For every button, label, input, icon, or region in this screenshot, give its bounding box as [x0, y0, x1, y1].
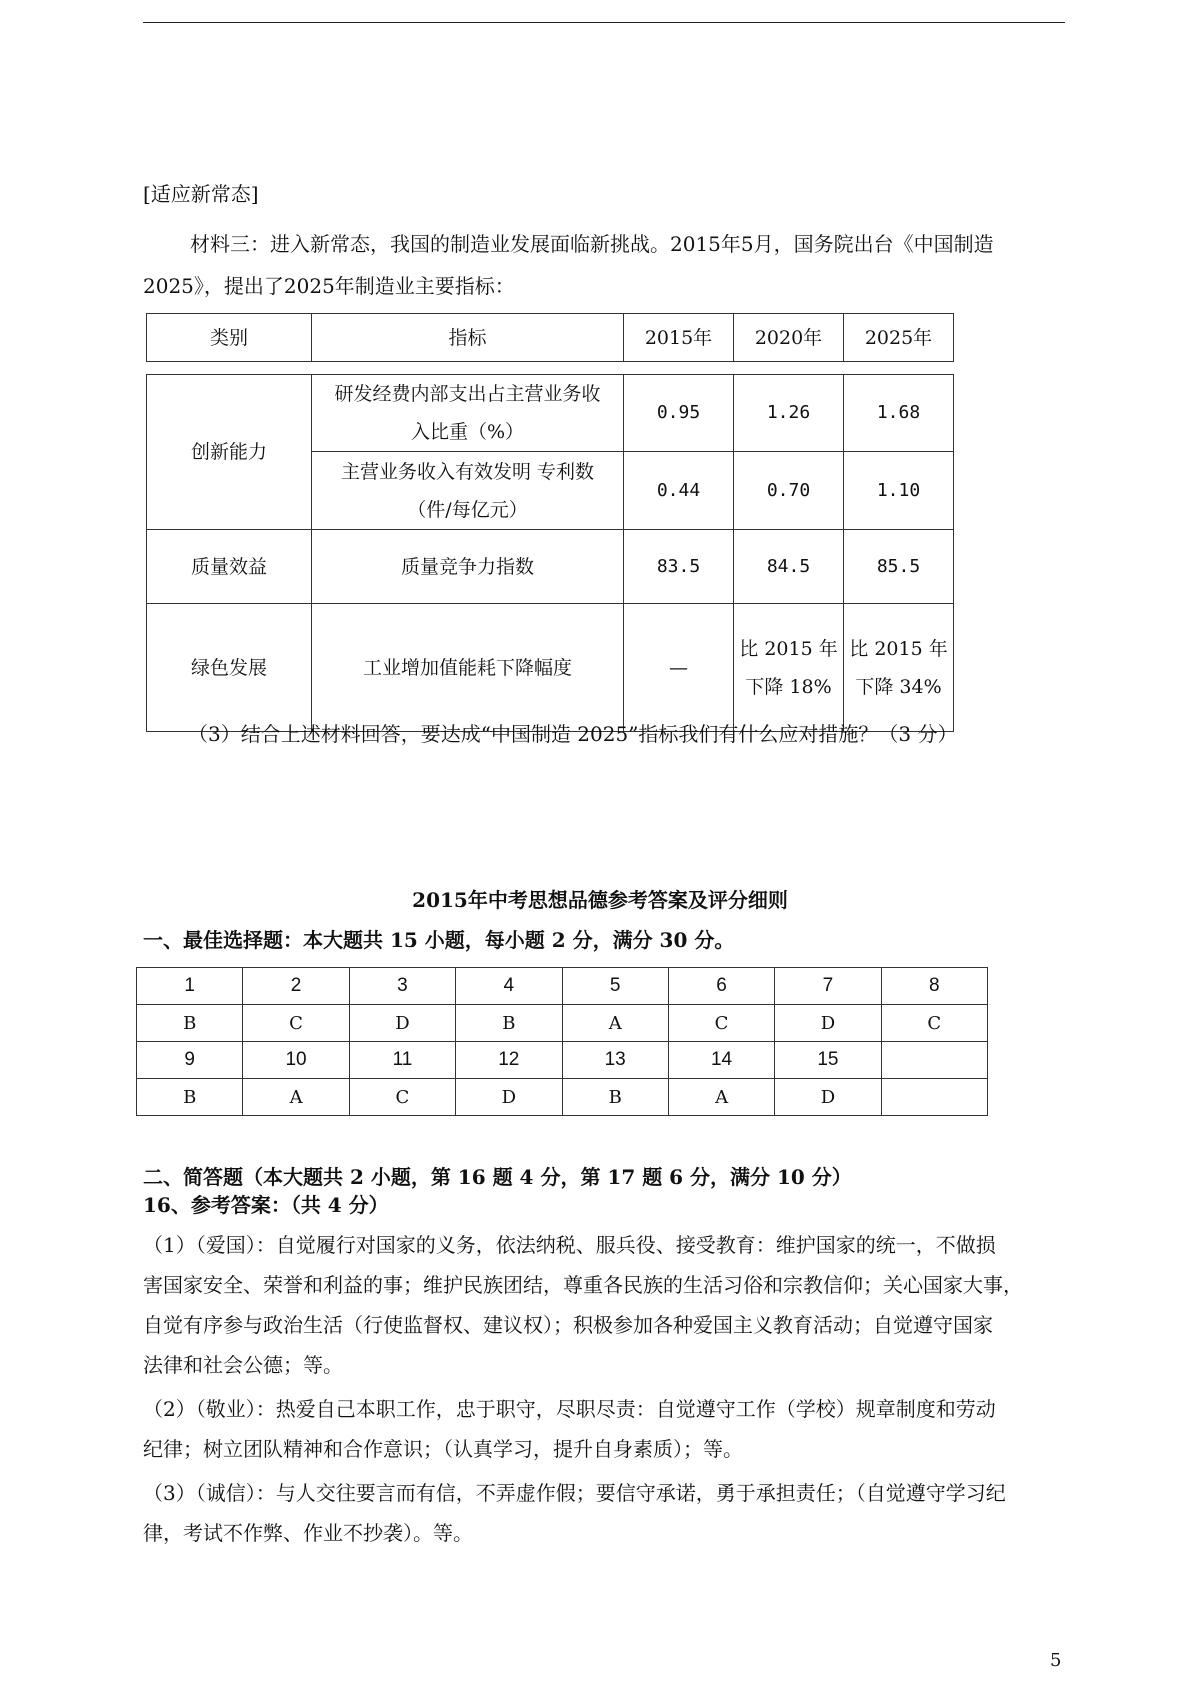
answer-letter-row — [137, 1079, 988, 1116]
header-cell: 类别 — [147, 314, 312, 362]
value-line: 比 2015 年 — [849, 637, 948, 660]
answers-table — [136, 967, 988, 1116]
section-1-title: 一、最佳选择题：本大题共 15 小题，每小题 2 分，满分 30 分。 — [143, 928, 735, 952]
category-cell: 创新能力 — [147, 375, 312, 530]
header-cell: 指标 — [312, 314, 624, 362]
indicator-line: 入比重（%） — [410, 421, 525, 443]
table-row — [147, 604, 954, 732]
question-number: 3 — [349, 968, 455, 1005]
indicator-line: 主营业务收入有效发明 专利数 — [340, 460, 595, 483]
question-number: 11 — [349, 1042, 455, 1079]
q16-para3-line1: （3）（诚信）：与人交往要言而有信，不弄虚作假；要信守承诺，勇于承担责任；（自觉遵守学习纪 — [143, 1481, 1006, 1505]
question-number: 15 — [775, 1042, 881, 1079]
answer-letter: A — [562, 1005, 668, 1042]
header-rule — [143, 22, 1065, 23]
indicators-table — [146, 313, 954, 732]
answer-letter: A — [668, 1079, 774, 1116]
question-number: 8 — [881, 968, 987, 1005]
value-cell: 0.70 — [734, 452, 844, 530]
indicator-cell — [312, 375, 624, 452]
answer-letter: D — [456, 1079, 562, 1116]
answer-number-row — [137, 1042, 988, 1079]
material-line-2: 2025》，提出了2025年制造业主要指标： — [143, 274, 515, 298]
table-gap — [147, 362, 954, 375]
answer-letter: B — [137, 1079, 243, 1116]
answer-letter: B — [137, 1005, 243, 1042]
value-cell — [844, 604, 954, 732]
answer-letter: C — [881, 1005, 987, 1042]
indicator-cell — [312, 452, 624, 530]
value-cell: 84.5 — [734, 530, 844, 604]
header-cell: 2015年 — [624, 314, 734, 362]
question-number: 2 — [243, 968, 349, 1005]
question-number — [881, 1042, 987, 1079]
question-number: 4 — [456, 968, 562, 1005]
value-cell: 0.44 — [624, 452, 734, 530]
value-line: 比 2015 年 — [739, 637, 838, 660]
page-number: 5 — [1050, 1650, 1062, 1671]
table-row — [147, 530, 954, 604]
category-cell: 质量效益 — [147, 530, 312, 604]
indicator-cell: 质量竞争力指数 — [312, 530, 624, 604]
answer-number-row — [137, 968, 988, 1005]
q16-para1-line2: 害国家安全、荣誉和利益的事；维护民族团结，尊重各民族的生活习俗和宗教信仰；关心国家大事， — [143, 1273, 1023, 1297]
section-label: [适应新常态] — [143, 182, 259, 206]
q16-para1-line1: （1）（爱国）：自觉履行对国家的义务，依法纳税、服兵役、接受教育：维护国家的统一，不做损 — [143, 1233, 996, 1257]
question-number: 14 — [668, 1042, 774, 1079]
value-cell: 1.10 — [844, 452, 954, 530]
q16-para1-line4: 法律和社会公德；等。 — [143, 1353, 343, 1377]
q16-para3-line2: 律，考试不作弊、作业不抄袭）。等。 — [143, 1521, 473, 1545]
question-3: （3）结合上述材料回答，要达成“中国制造 2025”指标我们有什么应对措施？（3 分） — [188, 722, 958, 746]
question-number: 10 — [243, 1042, 349, 1079]
question-number: 9 — [137, 1042, 243, 1079]
value-cell: 83.5 — [624, 530, 734, 604]
q16-para2-line2: 纪律；树立团队精神和合作意识；（认真学习，提升自身素质）；等。 — [143, 1437, 743, 1461]
answer-letter: A — [243, 1079, 349, 1116]
category-cell: 绿色发展 — [147, 604, 312, 732]
question-number: 6 — [668, 968, 774, 1005]
table-header-row — [147, 314, 954, 362]
value-cell: 1.26 — [734, 375, 844, 452]
value-cell — [734, 604, 844, 732]
section-2-title: 二、简答题（本大题共 2 小题，第 16 题 4 分，第 17 题 6 分，满分 10 分） — [143, 1165, 852, 1189]
answer-letter: D — [775, 1079, 881, 1116]
value-cell: 1.68 — [844, 375, 954, 452]
q16-para2-line1: （2）（敬业）：热爱自己本职工作，忠于职守，尽职尽责：自觉遵守工作（学校）规章制度和劳动 — [143, 1397, 996, 1421]
answer-letter: C — [349, 1079, 455, 1116]
value-cell: 0.95 — [624, 375, 734, 452]
indicator-line: 研发经费内部支出占主营业务收 — [334, 383, 601, 405]
answer-letter: B — [562, 1079, 668, 1116]
answer-letter: B — [456, 1005, 562, 1042]
question-number: 7 — [775, 968, 881, 1005]
table-row — [147, 375, 954, 452]
question-number: 5 — [562, 968, 668, 1005]
q16-title: 16、参考答案：（共 4 分） — [143, 1193, 389, 1217]
question-number: 12 — [456, 1042, 562, 1079]
value-line: 下降 18% — [745, 675, 832, 698]
q16-para1-line3: 自觉有序参与政治生活（行使监督权、建议权）；积极参加各种爱国主义教育活动；自觉遵守国家 — [143, 1313, 993, 1337]
answer-letter-row — [137, 1005, 988, 1042]
indicator-line: （件/每亿元） — [407, 498, 528, 521]
value-cell: 85.5 — [844, 530, 954, 604]
header-cell: 2025年 — [844, 314, 954, 362]
header-cell: 2020年 — [734, 314, 844, 362]
question-number: 13 — [562, 1042, 668, 1079]
answer-letter: D — [775, 1005, 881, 1042]
question-number: 1 — [137, 968, 243, 1005]
answer-letter: C — [668, 1005, 774, 1042]
indicator-cell: 工业增加值能耗下降幅度 — [312, 604, 624, 732]
answer-letter: C — [243, 1005, 349, 1042]
value-cell: — — [624, 604, 734, 732]
value-line: 下降 34% — [855, 675, 942, 698]
answer-letter: D — [349, 1005, 455, 1042]
answer-letter — [881, 1079, 987, 1116]
answer-title: 2015年中考思想品德参考答案及评分细则 — [412, 888, 788, 912]
material-line-1: 材料三：进入新常态，我国的制造业发展面临新挑战。2015年5月，国务院出台《中国制造 — [190, 232, 994, 256]
